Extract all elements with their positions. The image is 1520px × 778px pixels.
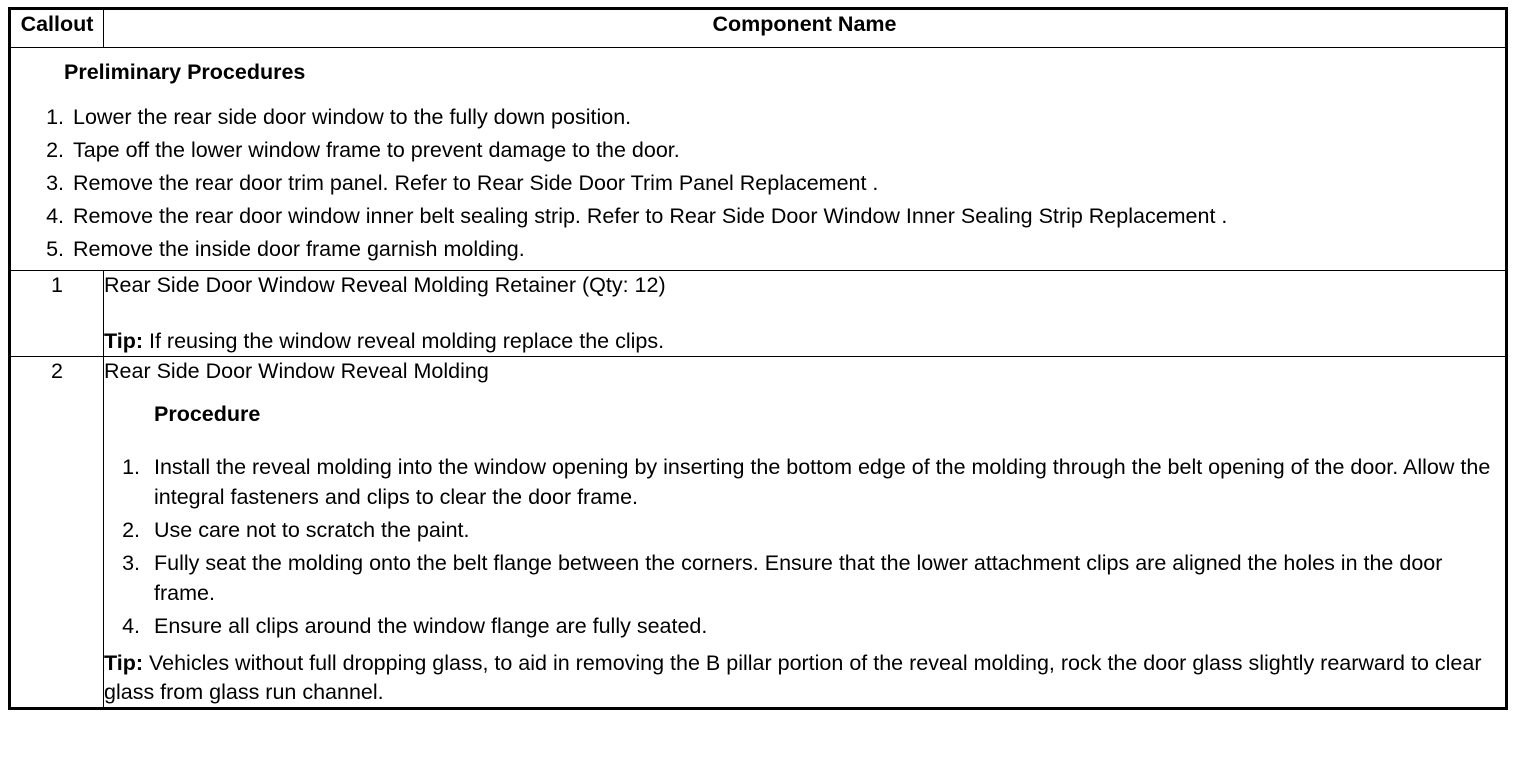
procedure-table <box>8 7 1508 710</box>
callout-number: 2 <box>10 357 104 709</box>
component-name: Rear Side Door Window Reveal Molding Retainer (Qty: 12) <box>104 273 666 297</box>
procedure-steps <box>104 452 1505 641</box>
step-number: 1. <box>46 105 64 129</box>
list-item <box>11 134 1505 167</box>
header-row <box>10 9 1507 48</box>
tip-text: Vehicles without full dropping glass, to aid in removing the B pillar portion of the reveal molding, rock the door glass slightly rearward to clear glass from glass run channel. <box>104 651 1482 704</box>
preliminary-title: Preliminary Procedures <box>64 60 306 84</box>
step-text: Ensure all clips around the window flange are fully seated. <box>154 614 708 638</box>
component-name-header: Component Name <box>104 9 1507 48</box>
callout-header: Callout <box>10 9 104 48</box>
step-text: Fully seat the molding onto the belt flange between the corners. Ensure that the lower attachment clips are aligned the holes in the door frame. <box>154 551 1443 605</box>
step-number: 3. <box>122 551 140 575</box>
preliminary-cell <box>10 48 1507 271</box>
step-text: Tape off the lower window frame to prevent damage to the door. <box>73 138 680 162</box>
table-row <box>10 357 1507 709</box>
list-item <box>104 452 1505 512</box>
component-name: Rear Side Door Window Reveal Molding <box>104 359 489 383</box>
list-item <box>11 200 1505 233</box>
step-number: 5. <box>46 237 64 261</box>
step-text: Lower the rear side door window to the fully down position. <box>73 105 632 129</box>
step-text: Use care not to scratch the paint. <box>154 518 470 542</box>
procedure-title: Procedure <box>154 402 261 426</box>
step-text: Remove the rear door window inner belt sealing strip. Refer to Rear Side Door Window Inner Sealing Strip Replacement . <box>73 204 1228 228</box>
tip-text: If reusing the window reveal molding replace the clips. <box>143 329 665 353</box>
tip <box>104 649 1505 707</box>
preliminary-steps <box>11 101 1505 266</box>
component-cell <box>104 271 1507 357</box>
tip-label: Tip: <box>104 329 144 353</box>
step-number: 2. <box>122 518 140 542</box>
list-item <box>11 167 1505 200</box>
step-text: Remove the rear door trim panel. Refer to Rear Side Door Trim Panel Replacement . <box>73 171 879 195</box>
step-text: Remove the inside door frame garnish molding. <box>73 237 525 261</box>
step-number: 4. <box>122 614 140 638</box>
step-number: 3. <box>46 171 64 195</box>
list-item <box>104 611 1505 641</box>
step-number: 1. <box>122 455 140 479</box>
tip-label: Tip: <box>104 651 144 675</box>
step-number: 4. <box>46 204 64 228</box>
list-item <box>11 101 1505 134</box>
step-number: 2. <box>46 138 64 162</box>
component-cell <box>104 357 1507 709</box>
tip <box>104 327 1505 356</box>
table-row <box>10 271 1507 357</box>
step-text: Install the reveal molding into the window opening by inserting the bottom edge of the molding through the belt opening of the door. Allow the integral fasteners and clips to clear the door frame. <box>154 455 1491 509</box>
callout-number: 1 <box>10 271 104 357</box>
list-item <box>11 233 1505 266</box>
list-item <box>104 515 1505 545</box>
preliminary-row <box>10 48 1507 271</box>
list-item <box>104 548 1505 608</box>
